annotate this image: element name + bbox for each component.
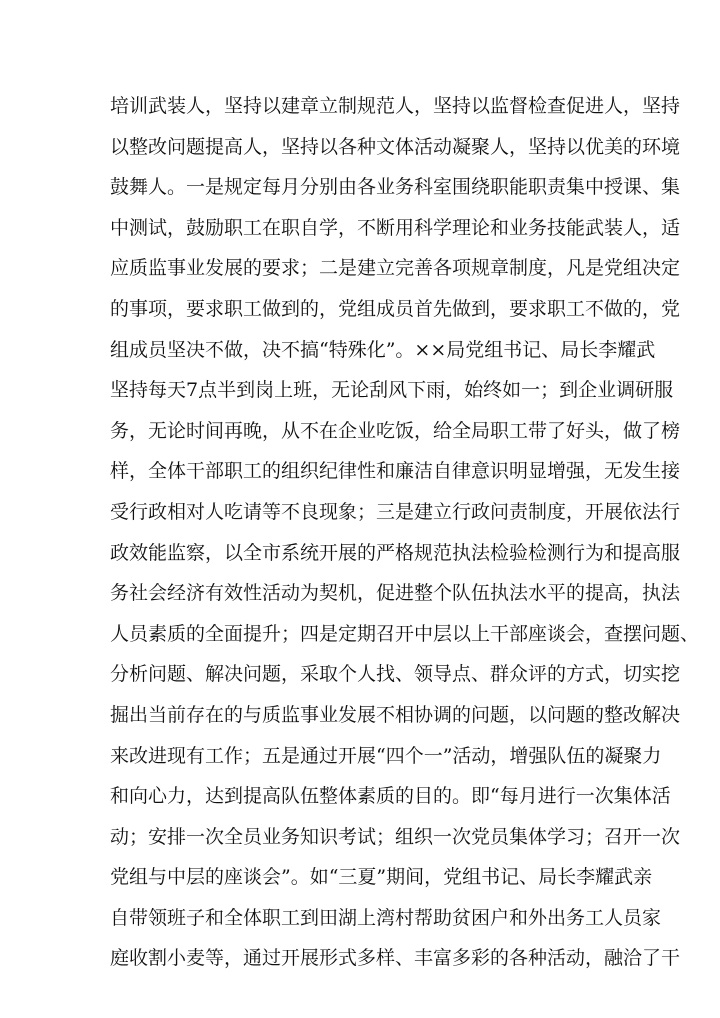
text-line: 以整改问题提高人，坚持以各种文体活动凝聚人，坚持以优美的环境	[110, 135, 681, 158]
text-line: 组成员坚决不做，决不搞“特殊化”。××局党组书记、局长李耀武	[110, 338, 656, 361]
text-line: 中测试，鼓励职工在职自学，不断用科学理论和业务技能武装人，适	[110, 216, 681, 239]
body-text	[110, 86, 700, 979]
text-line: 培训武装人，坚持以建章立制规范人，坚持以监督检查促进人，坚持	[110, 95, 681, 117]
text-line: 动；安排一次全员业务知识考试；组织一次党员集体学习；召开一次	[110, 825, 681, 848]
text-line: 和向心力，达到提高队伍整体素质的目的。即“每月进行一次集体活	[110, 785, 671, 808]
text-line: 政效能监察，以全市系统开展的严格规范执法检验检测行为和提高服	[110, 541, 681, 564]
text-line: 鼓舞人。一是规定每月分别由各业务科室围绕职能职责集中授课、集	[110, 176, 681, 199]
text-line: 掘出当前存在的与质监事业发展不相协调的问题，以问题的整改解决	[110, 703, 681, 726]
text-line: 的事项，要求职工做到的，党组成员首先做到，要求职工不做的，党	[110, 297, 681, 320]
text-line: 自带领班子和全体职工到田湖上湾村帮助贫困户和外出务工人员家	[110, 906, 662, 929]
text-line: 来改进现有工作；五是通过开展“四个一”活动，增强队伍的凝聚力	[110, 744, 662, 767]
text-line: 党组与中层的座谈会”。如“三夏”期间，党组书记、局长李耀武亲	[110, 866, 653, 889]
text-line: 务，无论时间再晚，从不在企业吃饭，给全局职工带了好头，做了榜	[110, 419, 681, 442]
text-line: 分析问题、解决问题，采取个人找、领导点、群众评的方式，切实挖	[110, 663, 681, 686]
text-line: 庭收割小麦等，通过开展形式多样、丰富多彩的各种活动，融洽了干	[110, 947, 681, 970]
text-line: 务社会经济有效性活动为契机，促进整个队伍执法水平的提高，执法	[110, 582, 681, 605]
text-line: 受行政相对人吃请等不良现象；三是建立行政问责制度，开展依法行	[110, 500, 681, 523]
text-line: 人员素质的全面提升；四是定期召开中层以上干部座谈会，查摆问题、	[110, 622, 700, 645]
text-line: 样，全体干部职工的组织纪律性和廉洁自律意识明显增强，无发生接	[110, 460, 681, 483]
text-line: 坚持每天7点半到岗上班，无论刮风下雨，始终如一；到企业调研服	[110, 379, 674, 402]
text-line: 应质监事业发展的要求；二是建立完善各项规章制度，凡是党组决定	[110, 257, 681, 280]
